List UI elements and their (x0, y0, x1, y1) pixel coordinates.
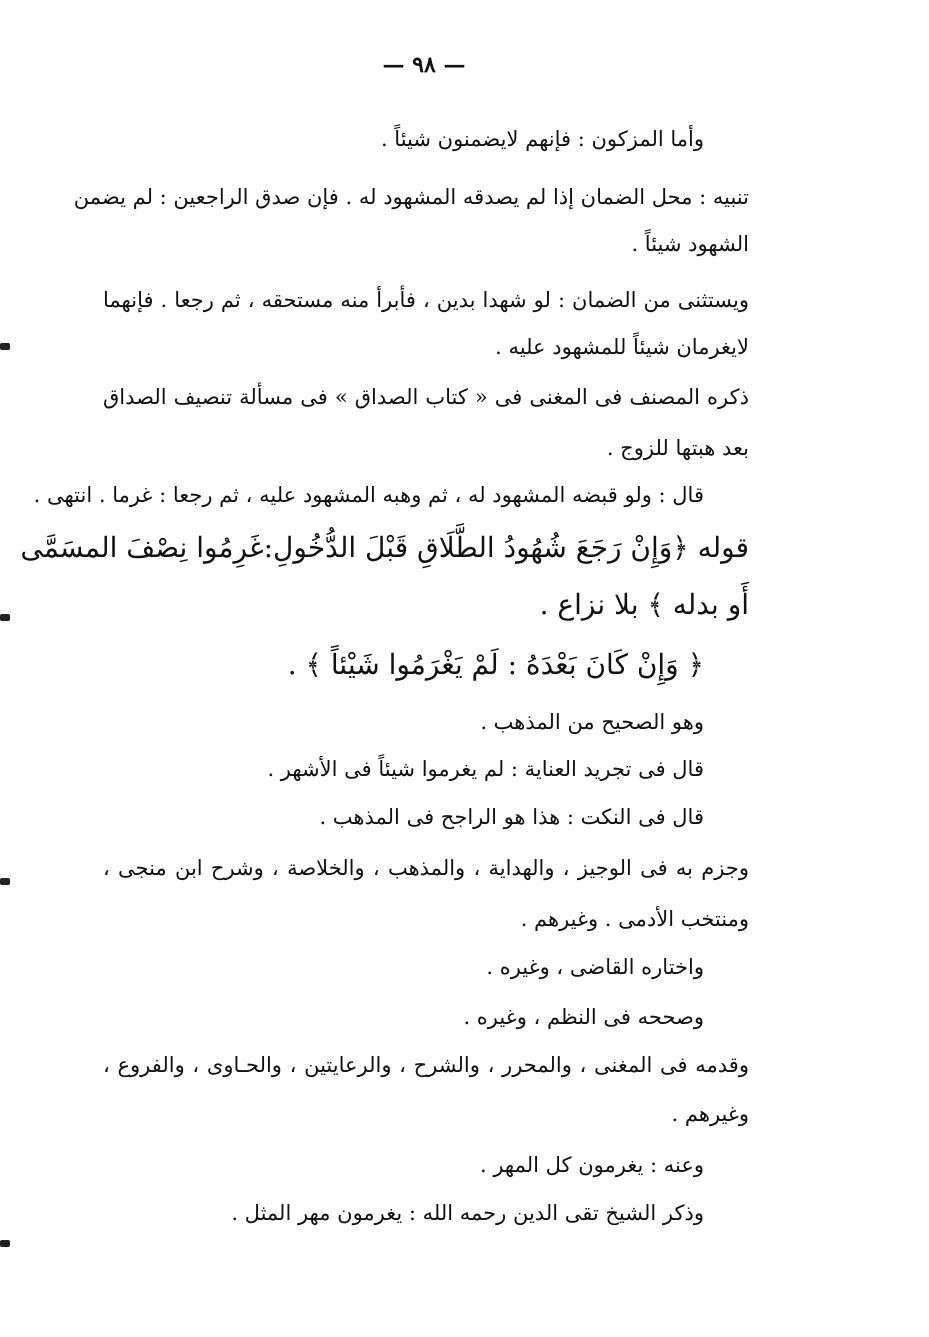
text-line: وصححه فى النظم ، وغيره . (463, 1005, 704, 1029)
text-line: وعنه : يغرمون كل المهر . (479, 1153, 704, 1177)
text-line: وغيرهم . (671, 1102, 749, 1126)
text-line: قال : ولو قبضه المشهود له ، ثم وهبه المشهود عليه ، ثم رجعا : غرما . انتهى . (33, 483, 704, 507)
text-line: لايغرمان شيئاً للمشهود عليه . (495, 335, 749, 359)
text-line: وهو الصحيح من المذهب . (480, 710, 704, 734)
text-line: تنبيه : محل الضمان إذا لم يصدقه المشهود له . فإن صدق الراجعين : لم يضمن (73, 185, 749, 209)
text-line: وقدمه فى المغنى ، والمحرر ، والشرح ، والرعايتين ، والحـاوى ، والفروع ، (103, 1053, 749, 1077)
quoted-line: أَو بدله ﴾ بلا نزاع . (539, 588, 749, 621)
quoted-line: قوله ﴿وَإِنْ رَجَعَ شُهُودُ الطَّلَاقِ قَبْلَ الدُّخُولِ:غَرِمُوا نِصْفَ المسَمَّى (20, 531, 749, 564)
text-line: وأما المزكون : فإنهم لايضمنون شيئاً . (380, 127, 704, 151)
text-line: قال فى تجريد العناية : لم يغرموا شيئاً فى الأشهر . (267, 757, 704, 781)
text-line: وجزم به فى الوجيز ، والهداية ، والمذهب ، والخلاصة ، وشرح ابن منجى ، (103, 856, 749, 880)
text-line: وذكر الشيخ تقى الدين رحمه الله : يغرمون مهر المثل . (231, 1201, 704, 1225)
text-line: ذكره المصنف فى المغنى فى « كتاب الصداق » فى مسألة تنصيف الصداق (103, 385, 749, 409)
scan-edge-mark (0, 343, 10, 350)
page-number: — ٩٨ — (382, 52, 466, 78)
quoted-line: ﴿ وَإِنْ كَانَ بَعْدَهُ : لَمْ يَغْرَمُوا شَيْئاً ﴾ . (287, 648, 704, 681)
text-line: واختاره القاضى ، وغيره . (486, 955, 704, 979)
text-line: ويستثنى من الضمان : لو شهدا بدين ، فأبرأ منه مستحقه ، ثم رجعا . فإنهما (103, 288, 749, 312)
scan-edge-mark (0, 1240, 10, 1247)
text-line: بعد هبتها للزوج . (606, 436, 749, 460)
scan-edge-mark (0, 614, 10, 621)
text-line: قال فى النكت : هذا هو الراجح فى المذهب . (319, 805, 704, 829)
scan-edge-mark (0, 878, 10, 885)
text-line: ومنتخب الأدمى . وغيرهم . (520, 907, 749, 931)
text-line: الشهود شيئاً . (631, 232, 749, 256)
